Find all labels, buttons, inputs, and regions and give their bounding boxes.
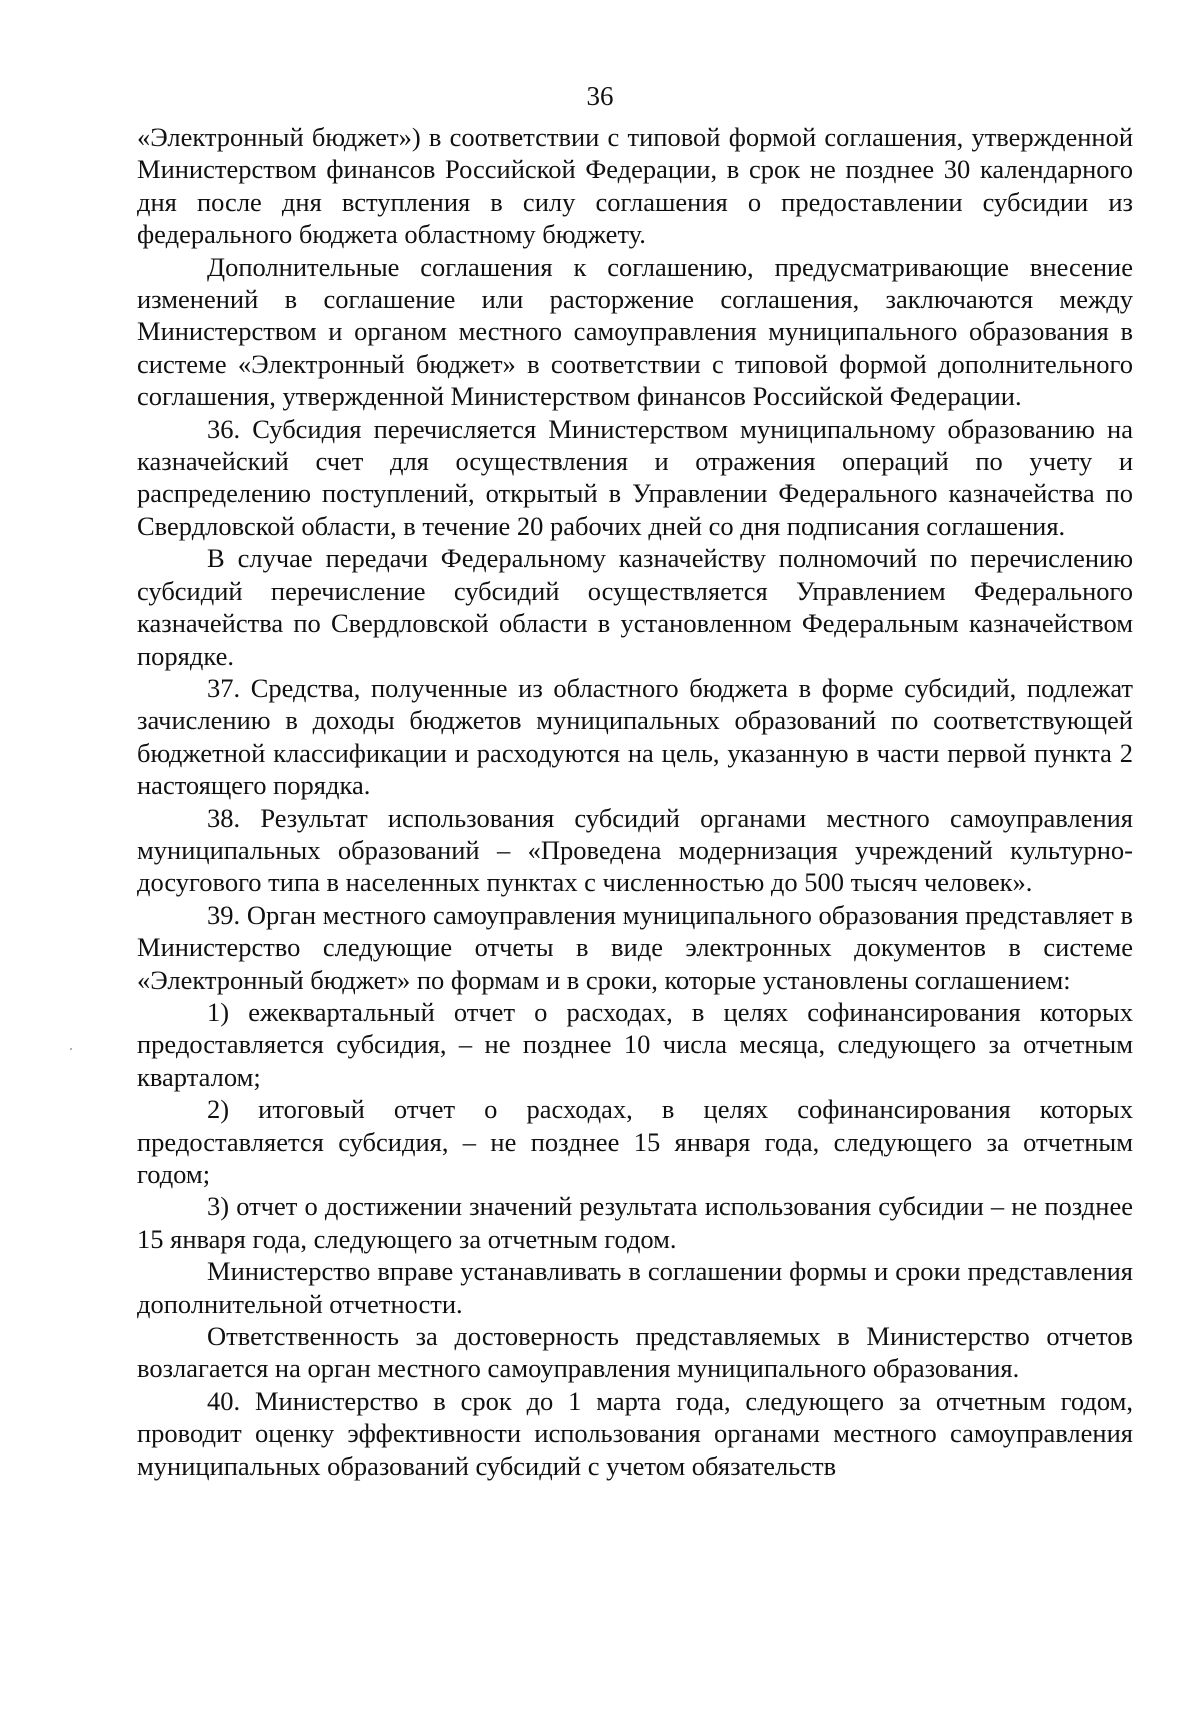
paragraph-additional-reporting: Министерство вправе устанавливать в соглашении формы и сроки представления дополнительной отчетности. bbox=[137, 1256, 1133, 1319]
list-item-result-report: 3) отчет о достижении значений результата использования субсидии – не позднее 15 января года, следующего за отчетным годом. bbox=[137, 1191, 1133, 1254]
paragraph-item-37: 37. Средства, полученные из областного бюджета в форме субсидий, подлежат зачислению в доходы бюджетов муниципальных образований по соответствующей бюджетной классификации и расходуются на цель, указанную в части первой пункта 2 настоящего порядка. bbox=[137, 672, 1133, 801]
list-item-final-report: 2) итоговый отчет о расходах, в целях софинансирования которых предоставляется субсидия, – не позднее 15 января года, следующего за отчетным годом; bbox=[137, 1094, 1133, 1189]
paragraph-item-38: 38. Результат использования субсидий органами местного самоуправления муниципальных образований – «Проведена модернизация учреждений культурно-досугового типа в населенных пунктах с численностью до 500 тысяч человек». bbox=[137, 802, 1133, 898]
scan-artifact bbox=[70, 1048, 72, 1050]
paragraph-treasury-transfer: В случае передачи Федеральному казначейству полномочий по перечислению субсидий перечисление субсидий осуществляется Управлением Федерального казначейства по Свердловской области в установленном Федеральным казначейством порядке. bbox=[137, 543, 1133, 671]
list-item-quarterly-report: 1) ежеквартальный отчет о расходах, в целях софинансирования которых предоставляется субсидия, – не позднее 10 числа месяца, следующего за отчетным кварталом; bbox=[137, 996, 1133, 1092]
page-number: 36 bbox=[586, 81, 614, 111]
paragraph-item-40: 40. Министерство в срок до 1 марта года, следующего за отчетным годом, проводит оценку эффективности использования органами местного самоуправления муниципальных образований субсидий с учетом обязательств bbox=[137, 1385, 1133, 1481]
paragraph-item-36: 36. Субсидия перечисляется Министерством муниципальному образованию на казначейский счет для осуществления и отражения операций по учету и распределению поступлений, открытый в Управлении Федерального казначейства по Свердловской области, в течение 20 рабочих дней со дня подписания соглашения. bbox=[137, 413, 1133, 541]
paragraph-item-39: 39. Орган местного самоуправления муниципального образования представляет в Министерство следующие отчеты в виде электронных документов в системе «Электронный бюджет» по формам и в сроки, которые установлены соглашением: bbox=[137, 899, 1133, 995]
paragraph-additional-agreements: Дополнительные соглашения к соглашению, предусматривающие внесение изменений в соглашение или расторжение соглашения, заключаются между Министерством и органом местного самоуправления муниципального образования в системе «Электронный бюджет» в соответствии с типовой формой дополнительного соглашения, утвержденной Министерством финансов Российской Федерации. bbox=[137, 251, 1133, 412]
paragraph-responsibility: Ответственность за достоверность представляемых в Министерство отчетов возлагается на орган местного самоуправления муниципального образования. bbox=[137, 1321, 1133, 1384]
document-body bbox=[137, 121, 1133, 1482]
paragraph-continuation: «Электронный бюджет») в соответствии с типовой формой соглашения, утвержденной Министерством финансов Российской Федерации, в срок не позднее 30 календарного дня после дня вступления в силу соглашения о предоставлении субсидии из федерального бюджета областному бюджету. bbox=[137, 122, 1133, 250]
